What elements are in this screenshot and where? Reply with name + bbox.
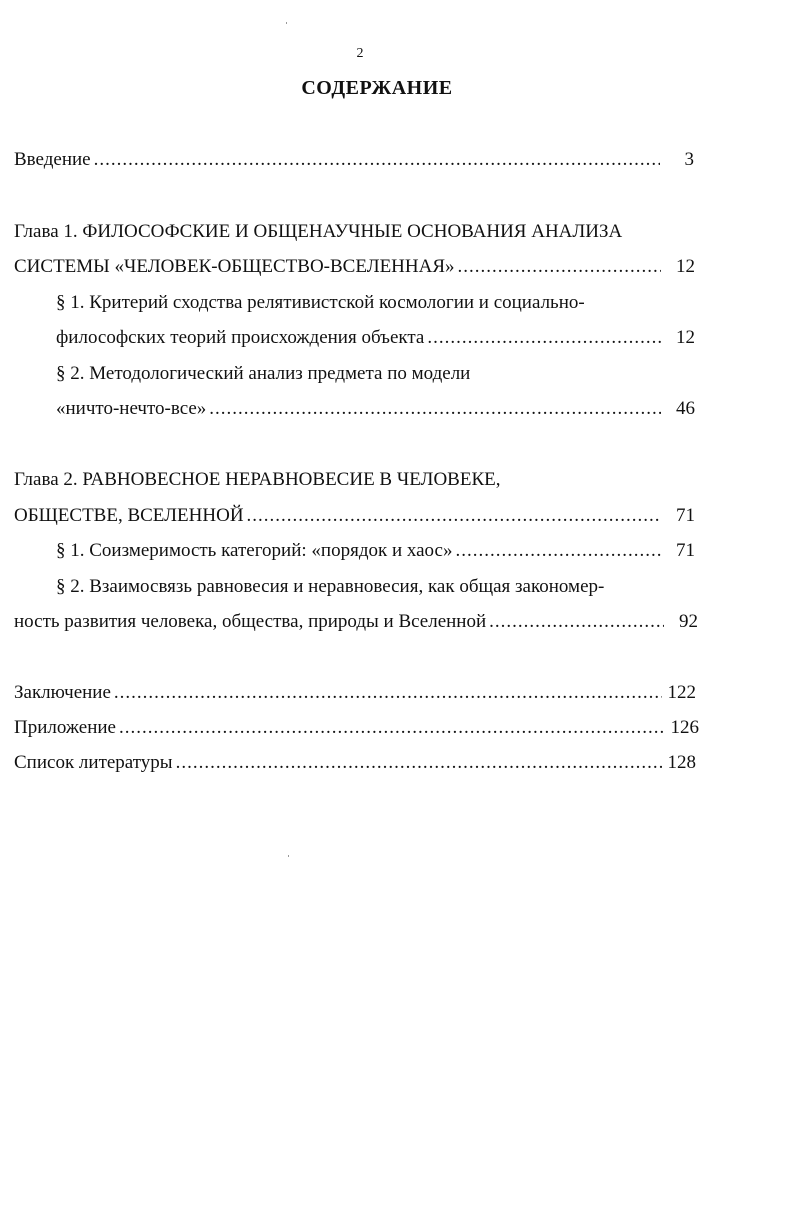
toc-entry-section-1-2[interactable] [56,397,695,421]
toc-entry-label: Приложение [14,717,116,738]
toc-entry-appendix[interactable] [14,716,699,740]
toc-entry-page: 126 [670,717,699,738]
toc-entry-label: § 1. Соизмеримость категорий: «порядок и хаос» [56,540,453,561]
toc-entry-page: 71 [676,540,695,561]
toc-entry-section-1-1[interactable] [56,326,695,350]
toc-entry-bibliography[interactable] [14,751,696,775]
toc-entry-page: 128 [667,752,696,773]
toc-entry-page: 122 [667,682,696,703]
toc-entry-page: 3 [684,149,694,170]
toc-entry-conclusion[interactable] [14,681,696,705]
toc-chapter-2-title[interactable]: Глава 2. РАВНОВЕСНОЕ НЕРАВНОВЕСИЕ В ЧЕЛОВЕКЕ, [14,469,501,490]
toc-entry-label: философских теорий происхождения объекта [56,327,425,348]
toc-leader-dots [176,751,662,775]
page-title: СОДЕРЖАНИЕ [301,77,453,99]
toc-leader-dots [455,539,661,563]
toc-chapter-1-title[interactable]: Глава 1. ФИЛОСОФСКИЕ И ОБЩЕНАУЧНЫЕ ОСНОВАНИЯ АНАЛИЗА [14,221,623,242]
toc-entry-label: ность развития человека, общества, природы и Вселенной [14,611,487,632]
toc-section-1-2-title[interactable]: § 2. Методологический анализ предмета по модели [56,363,471,384]
toc-entry-label: Введение [14,149,91,170]
toc-entry-page: 12 [676,256,695,277]
toc-leader-dots [119,716,665,740]
toc-entry-label: «ничто-нечто-все» [56,398,207,419]
toc-entry-page: 71 [676,505,695,526]
toc-leader-dots [94,148,660,172]
toc-leader-dots [114,681,662,705]
toc-section-2-2-title[interactable]: § 2. Взаимосвязь равновесия и неравновесия, как общая закономер- [56,576,605,597]
toc-leader-dots [427,326,661,350]
toc-entry-intro[interactable] [14,148,694,172]
toc-entry-label: ОБЩЕСТВЕ, ВСЕЛЕННОЙ [14,505,244,526]
toc-leader-dots [247,504,661,528]
page-number: 2 [356,46,364,61]
toc-entry-label: Заключение [14,682,111,703]
toc-leader-dots [489,610,664,634]
toc-entry-section-2-1[interactable] [56,539,695,563]
toc-entry-page: 46 [676,398,695,419]
toc-section-1-1-title[interactable]: § 1. Критерий сходства релятивистской космологии и социально- [56,292,585,313]
toc-entry-page: 92 [679,611,698,632]
scan-speck [288,855,289,857]
toc-leader-dots [458,255,661,279]
toc-entry-chapter-2[interactable] [14,504,695,528]
toc-entry-label: СИСТЕМЫ «ЧЕЛОВЕК-ОБЩЕСТВО-ВСЕЛЕННАЯ» [14,256,455,277]
toc-entry-page: 12 [676,327,695,348]
toc-entry-section-2-2[interactable] [14,610,698,634]
toc-leader-dots [209,397,661,421]
scan-speck [286,22,287,24]
toc-entry-label: Список литературы [14,752,173,773]
toc-entry-chapter-1[interactable] [14,255,695,279]
